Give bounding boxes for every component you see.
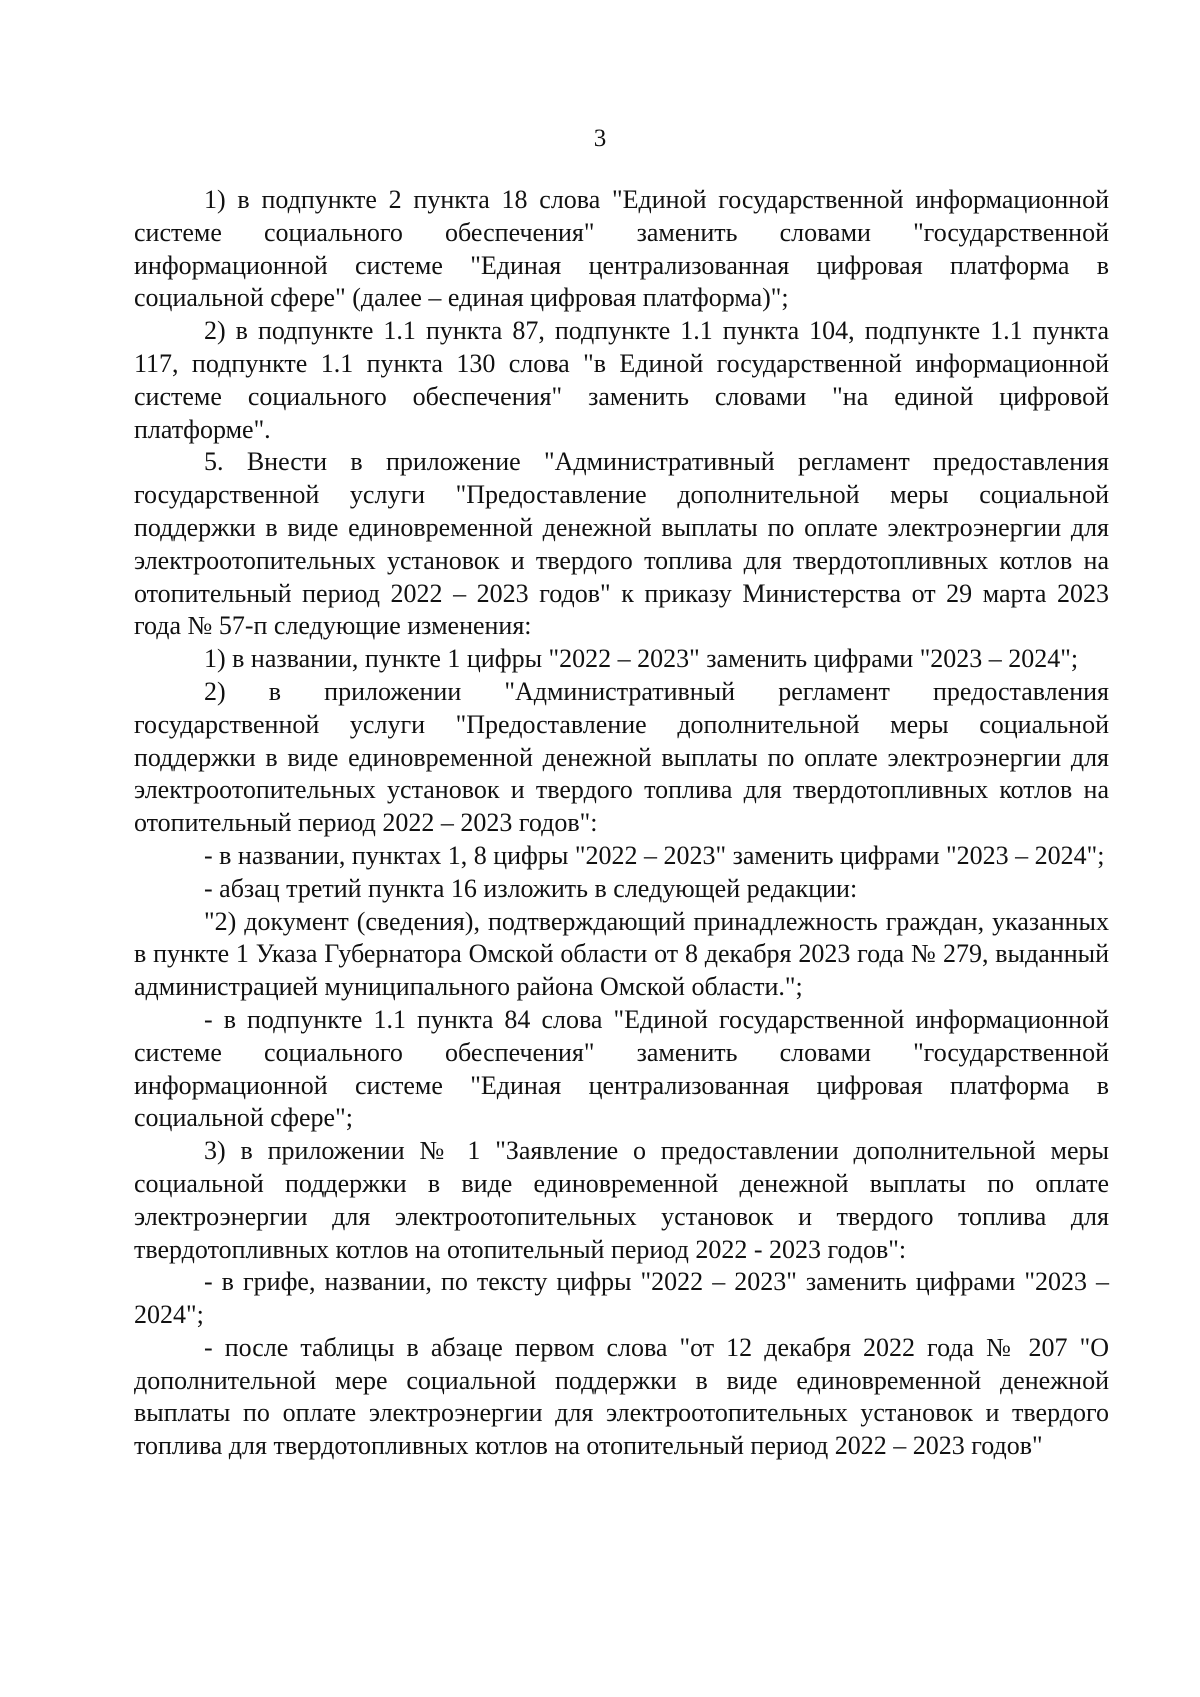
- paragraph-amend-2: 2) в подпункте 1.1 пункта 87, подпункте 1.1 пункта 104, подпункте 1.1 пункта 117, подпункте 1.1 пункта 130 слова "в Единой государственной информационной системе социального обеспечения" заменить словами "на единой цифровой платформе".: [134, 316, 1109, 444]
- paragraph-dash-after-table: - после таблицы в абзаце первом слова "от 12 декабря 2022 года № 207 "О дополнительной мере социальной поддержки в виде единовременной денежной выплаты по оплате электроэнергии для электроотопительных установок и твердого топлива для твердотопливных котлов на отопительный период 2022 – 2023 годов": [134, 1332, 1109, 1461]
- paragraph-dash-stamp: - в грифе, названии, по тексту цифры "2022 – 2023" заменить цифрами "2023 – 2024";: [134, 1267, 1109, 1330]
- paragraph-quoted-redaction: "2) документ (сведения), подтверждающий принадлежность граждан, указанных в пункте 1 Указа Губернатора Омской области от 8 декабря 2023 года № 279, выданный администрацией муниципального района Омской области.";: [134, 906, 1109, 1002]
- paragraph-dash-title: - в названии, пунктах 1, 8 цифры "2022 – 2023" заменить цифрами "2023 – 2024";: [204, 840, 1105, 870]
- page-number: 3: [593, 125, 607, 152]
- paragraph-dash-item-16: - абзац третий пункта 16 изложить в следующей редакции:: [204, 873, 858, 903]
- paragraph-subitem-3: 3) в приложении № 1 "Заявление о предоставлении дополнительной меры социальной поддержки в виде единовременной денежной выплаты по оплате электроэнергии для электроотопительных установок и твердого топлива для твердотопливных котлов на отопительный период 2022 - 2023 годов":: [134, 1136, 1109, 1264]
- document-body: [134, 184, 1109, 1463]
- paragraph-subitem-1: 1) в названии, пункте 1 цифры "2022 – 2023" заменить цифрами "2023 – 2024";: [204, 644, 1079, 674]
- paragraph-item-5: 5. Внести в приложение "Административный регламент предоставления государственной услуги "Предоставление дополнительной меры социальной поддержки в виде единовременной денежной выплаты по оплате электроэнергии для электроотопительных установок и твердого топлива для твердотопливных котлов на отопительный период 2022 – 2023 годов" к приказу Министерства от 29 марта 2023 года № 57-п следующие изменения:: [134, 447, 1109, 641]
- paragraph-amend-1: 1) в подпункте 2 пункта 18 слова "Единой государственной информационной системе социального обеспечения" заменить словами "государственной информационной системе "Единая централизованная цифровая платформа в социальной сфере" (далее – единая цифровая платформа)";: [134, 185, 1109, 313]
- paragraph-subitem-2: 2) в приложении "Административный регламент предоставления государственной услуги "Предоставление дополнительной меры социальной поддержки в виде единовременной денежной выплаты по оплате электроэнергии для электроотопительных установок и твердого топлива для твердотопливных котлов на отопительный период 2022 – 2023 годов":: [134, 676, 1109, 838]
- paragraph-dash-item-84: - в подпункте 1.1 пункта 84 слова "Единой государственной информационной системе социального обеспечения" заменить словами "государственной информационной системе "Единая централизованная цифровая платформа в социальной сфере";: [134, 1004, 1109, 1133]
